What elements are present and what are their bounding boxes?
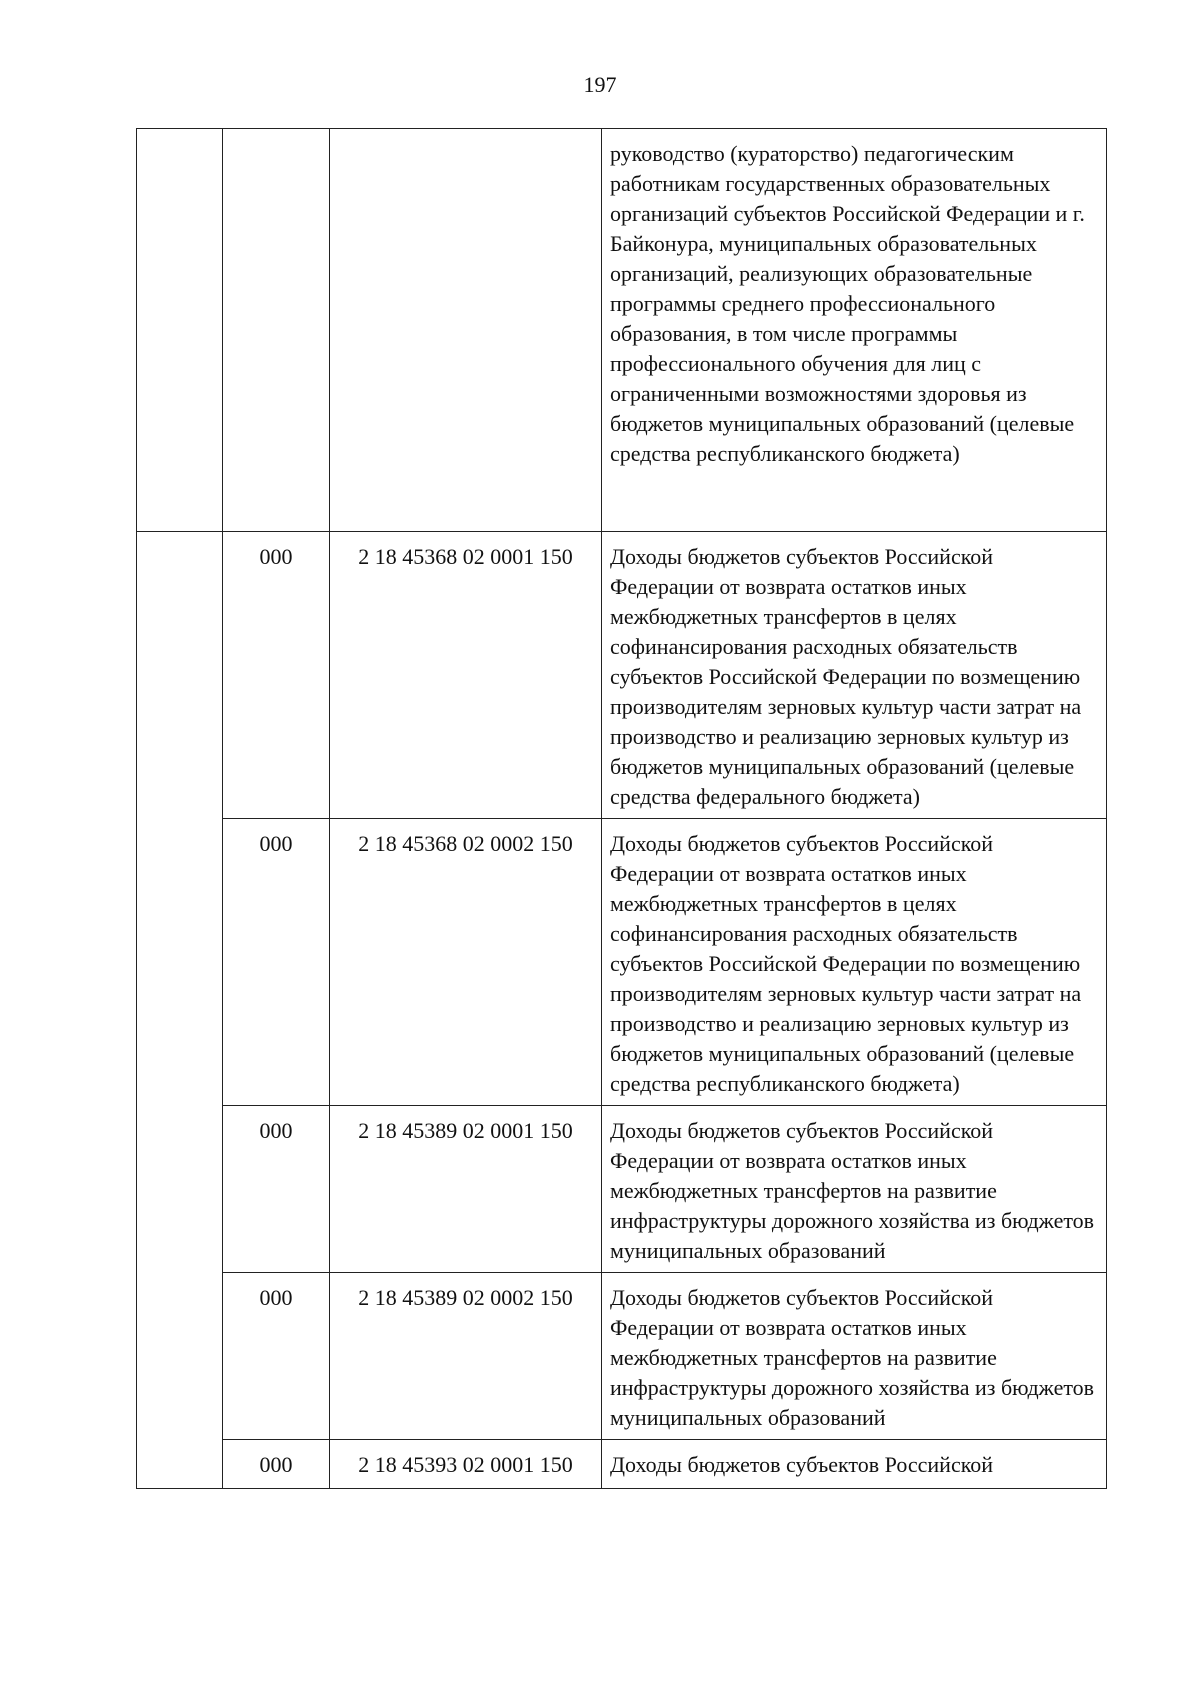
admin-code-cell: 000	[223, 819, 330, 1106]
table-row	[137, 1273, 1107, 1440]
income-code-cell: 2 18 45393 02 0001 150	[330, 1440, 602, 1489]
admin-code-cell: 000	[223, 1273, 330, 1440]
table-row	[137, 532, 1107, 819]
income-code-cell: 2 18 45368 02 0001 150	[330, 532, 602, 819]
empty-cell	[330, 129, 602, 532]
admin-code-cell: 000	[223, 1440, 330, 1489]
income-name-cell: Доходы бюджетов субъектов Российской	[602, 1440, 1107, 1489]
table-row	[137, 1440, 1107, 1489]
income-code-cell: 2 18 45389 02 0001 150	[330, 1106, 602, 1273]
table-row-continued	[137, 129, 1107, 532]
admin-code-cell: 000	[223, 532, 330, 819]
admin-code-cell: 000	[223, 1106, 330, 1273]
income-code-cell: 2 18 45368 02 0002 150	[330, 819, 602, 1106]
empty-cell	[223, 129, 330, 532]
income-name-cell: Доходы бюджетов субъектов Российской Федерации от возврата остатков иных межбюджетных трансфертов на развитие инфраструктуры дорожного хозяйства из бюджетов муниципальных образований	[602, 1106, 1107, 1273]
page-number: 197	[583, 72, 617, 97]
table-row	[137, 819, 1107, 1106]
table-row	[137, 1106, 1107, 1273]
income-name-cell: Доходы бюджетов субъектов Российской Федерации от возврата остатков иных межбюджетных трансфертов на развитие инфраструктуры дорожного хозяйства из бюджетов муниципальных образований	[602, 1273, 1107, 1440]
income-code-cell: 2 18 45389 02 0002 150	[330, 1273, 602, 1440]
income-name-cell: Доходы бюджетов субъектов Российской Федерации от возврата остатков иных межбюджетных трансфертов в целях софинансирования расходных обязательств субъектов Российской Федерации по возмещению производителям зерновых культур части затрат на производство и реализацию зерновых культур из бюджетов муниципальных образований (целевые средства республиканского бюджета)	[602, 819, 1107, 1106]
empty-cell	[137, 129, 223, 532]
income-name-cell: Доходы бюджетов субъектов Российской Федерации от возврата остатков иных межбюджетных трансфертов в целях софинансирования расходных обязательств субъектов Российской Федерации по возмещению производителям зерновых культур части затрат на производство и реализацию зерновых культур из бюджетов муниципальных образований (целевые средства федерального бюджета)	[602, 532, 1107, 819]
group-cell	[137, 532, 223, 1489]
income-name-cell: руководство (кураторство) педагогическим работникам государственных образовательных организаций субъектов Российской Федерации и г. Байконура, муниципальных образовательных организаций, реализующих образовательные программы среднего профессионального образования, в том числе программы профессионального обучения для лиц с ограниченными возможностями здоровья из бюджетов муниципальных образований (целевые средства республиканского бюджета)	[602, 129, 1107, 532]
budget-income-table	[136, 128, 1107, 1489]
